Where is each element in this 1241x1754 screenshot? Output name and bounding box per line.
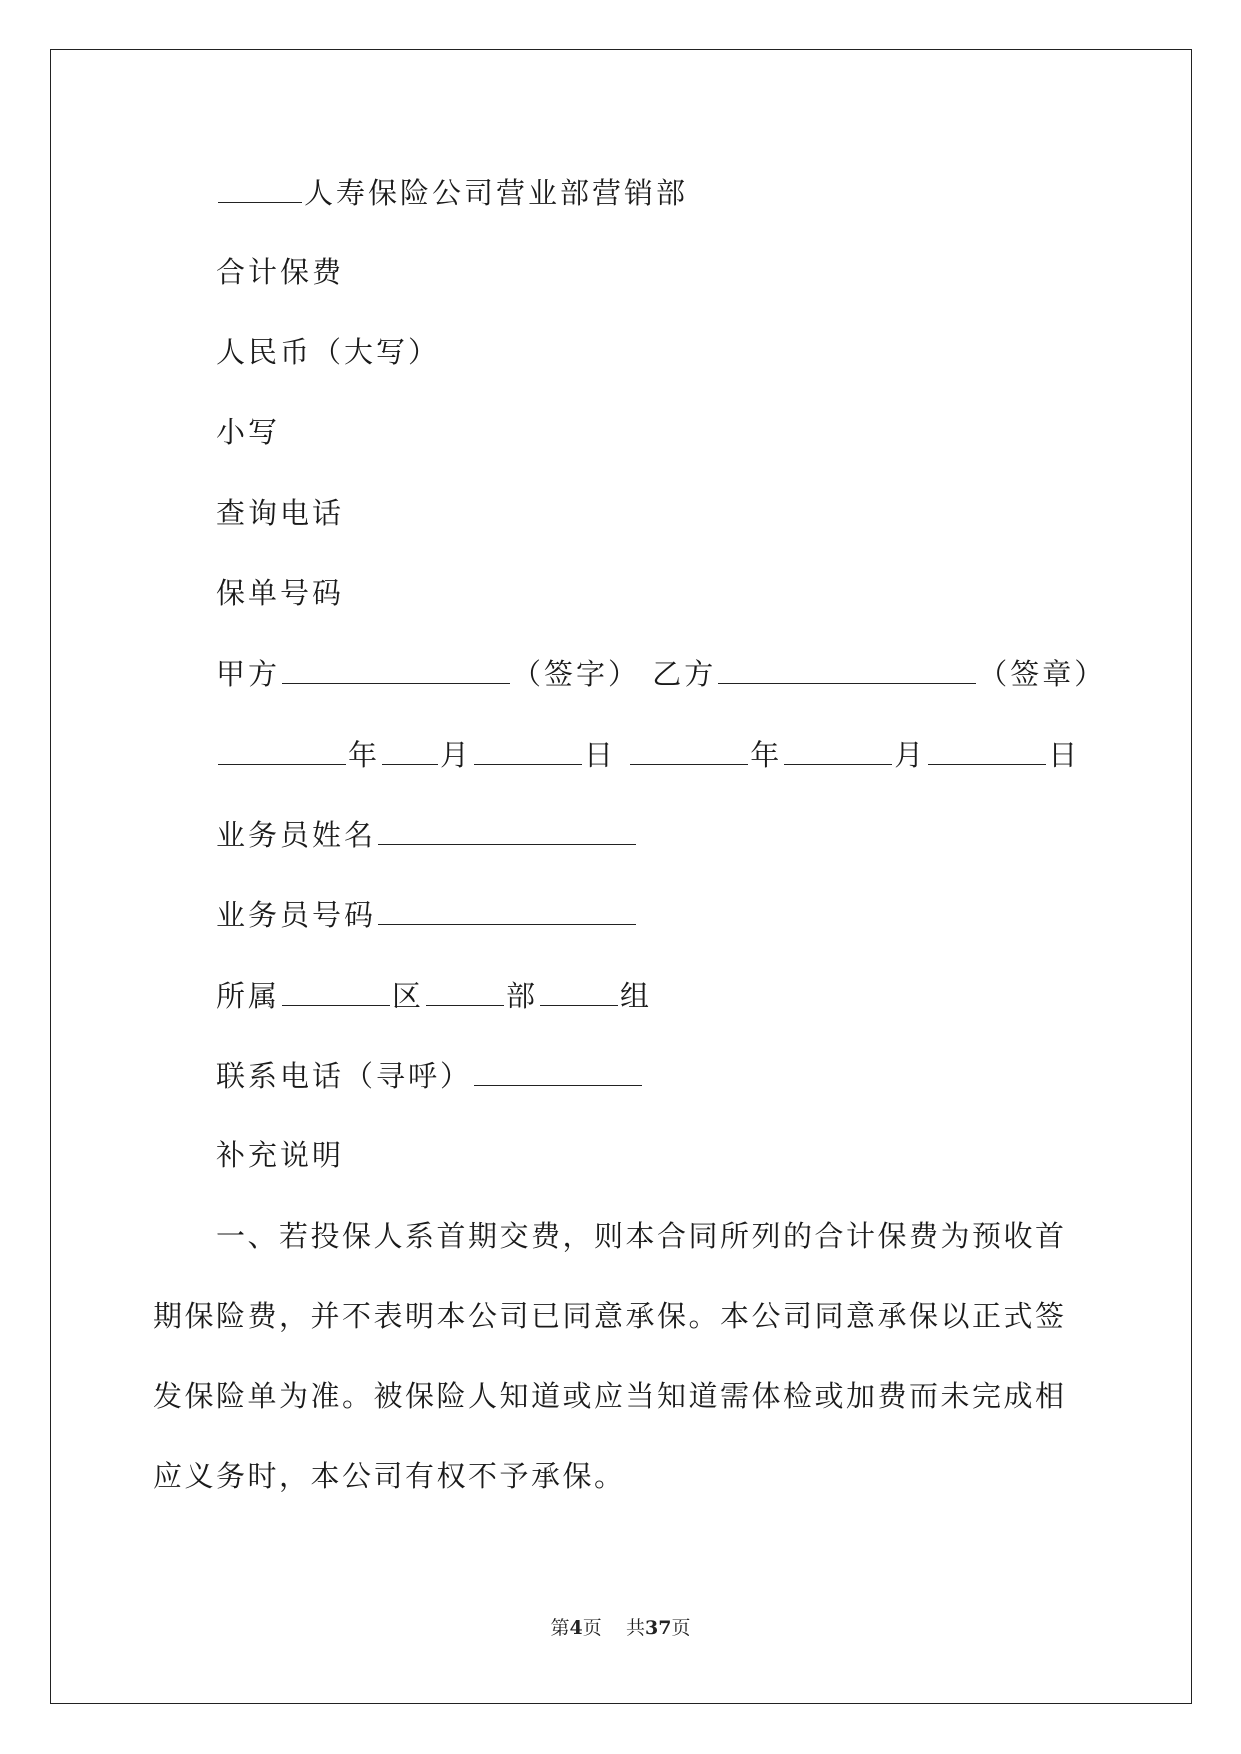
seal-label: （签章） (978, 657, 1107, 691)
date-row (216, 734, 1080, 775)
signature-row (216, 653, 1106, 694)
contact-phone-label: 联系电话（寻呼） (216, 1059, 473, 1093)
party-b-month-blank[interactable] (784, 734, 892, 765)
department-blank[interactable] (426, 975, 504, 1006)
signature-label: （签字） (512, 657, 641, 691)
department-label: 部 (506, 979, 539, 1013)
party-b-blank[interactable] (718, 653, 976, 684)
year-label: 年 (750, 738, 783, 772)
agent-number-label: 业务员号码 (216, 898, 377, 932)
contact-phone-row (216, 1055, 644, 1096)
party-b-year-blank[interactable] (630, 734, 748, 765)
company-name-blank[interactable] (218, 172, 302, 203)
page-suffix: 页 (582, 1617, 602, 1639)
day-label: 日 (584, 738, 617, 772)
agent-number-blank[interactable] (378, 894, 636, 925)
party-a-day-blank[interactable] (474, 734, 582, 765)
clause-1: 一、若投保人系首期交费，则本合同所列的合计保费为预收首期保险费，并不表明本公司已同意承保。本公司同意承保以正式签发保险单为准。被保险人知道或应当知道需体检或加费而未完成相应义务时，本公司有权不予承保。 (153, 1219, 1067, 1493)
party-a-year-blank[interactable] (218, 734, 346, 765)
total-prefix: 共 (625, 1617, 645, 1639)
affiliation-row (216, 975, 652, 1016)
party-a-label: 甲方 (216, 657, 281, 691)
company-label: 人寿保险公司营业部营销部 (304, 176, 689, 210)
party-b-day-blank[interactable] (928, 734, 1046, 765)
group-blank[interactable] (540, 975, 618, 1006)
page-prefix: 第 (550, 1617, 570, 1639)
inquiry-phone-label: 查询电话 (216, 496, 345, 530)
page-number: 4 (569, 1617, 583, 1639)
group-label: 组 (620, 979, 653, 1013)
party-a-blank[interactable] (282, 653, 510, 684)
month-label: 月 (440, 738, 473, 772)
year-label: 年 (348, 738, 381, 772)
agent-number-row (216, 894, 638, 935)
month-label: 月 (894, 738, 927, 772)
agent-name-row (216, 814, 638, 855)
supplement-label: 补充说明 (216, 1138, 345, 1172)
lower-amount-label: 小写 (216, 415, 281, 449)
party-b-label: 乙方 (652, 657, 717, 691)
total-pages: 37 (644, 1617, 672, 1639)
rmb-upper-label: 人民币（大写） (216, 335, 441, 369)
day-label: 日 (1048, 738, 1081, 772)
affiliation-label: 所属 (216, 979, 281, 1013)
party-a-month-blank[interactable] (382, 734, 438, 765)
total-suffix: 页 (671, 1617, 691, 1639)
company-line (216, 172, 688, 213)
policy-number-label: 保单号码 (216, 576, 345, 610)
district-label: 区 (392, 979, 425, 1013)
total-premium-label: 合计保费 (216, 255, 345, 289)
contact-phone-blank[interactable] (474, 1055, 642, 1086)
agent-name-blank[interactable] (378, 814, 636, 845)
page-footer (0, 1616, 1241, 1640)
agent-name-label: 业务员姓名 (216, 818, 377, 852)
district-blank[interactable] (282, 975, 390, 1006)
